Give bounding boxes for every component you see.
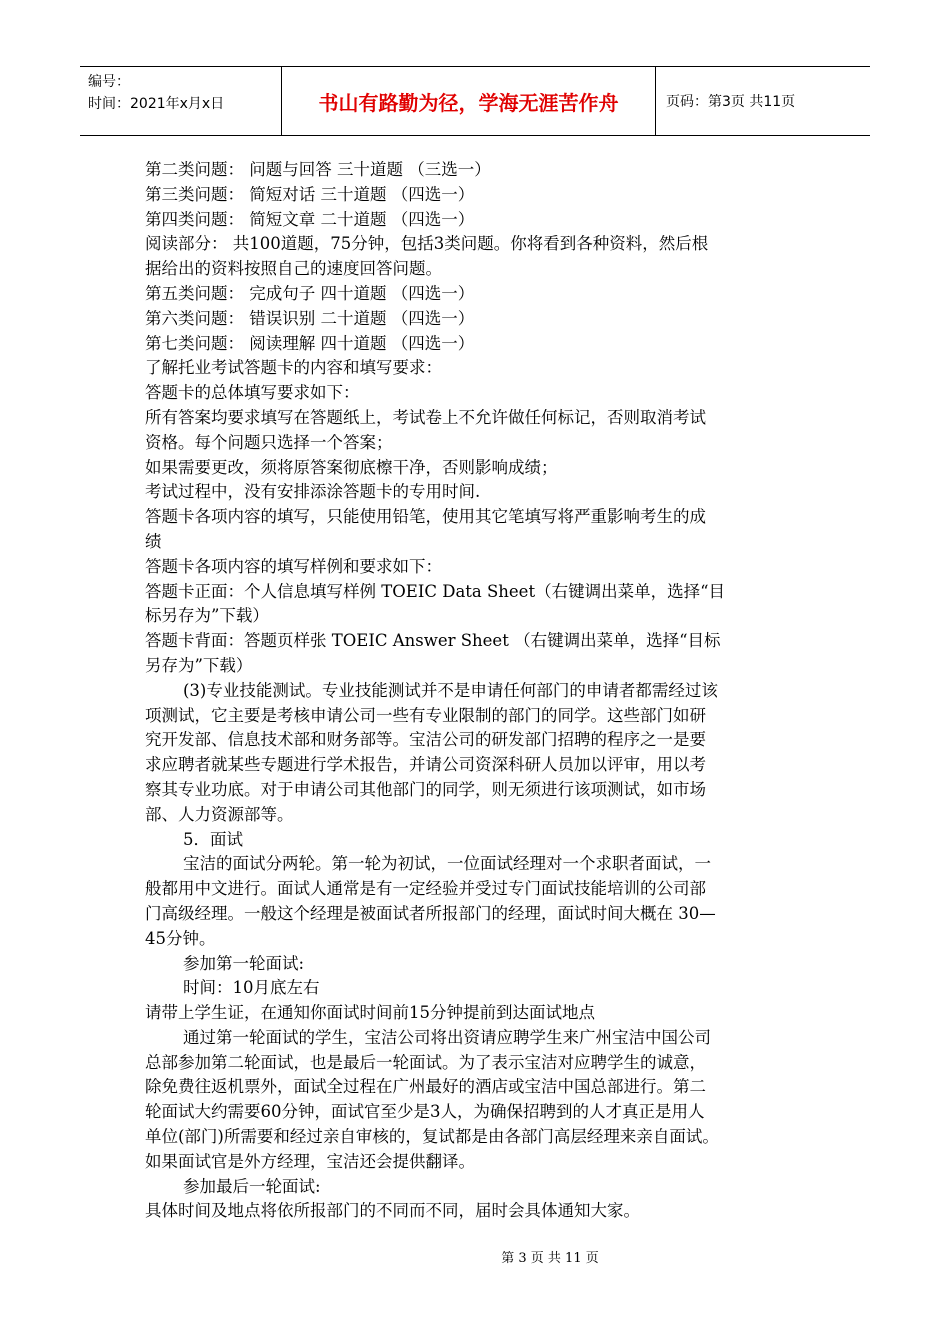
text-line: 察其专业功底。对于申请公司其他部门的同学，则无须进行该项测试，如市场	[145, 779, 706, 799]
text-line: 答题卡正面：个人信息填写样例 TOEIC Data Sheet（右键调出菜单，选择“目	[145, 581, 726, 601]
text-line: 参加第一轮面试:	[183, 953, 305, 973]
text-line: 宝洁的面试分两轮。第一轮为初试，一位面试经理对一个求职者面试，一	[183, 854, 711, 874]
header-motto: 书山有路勤为径，学海无涯苦作舟	[282, 67, 656, 135]
text-line: 答题卡各项内容的填写，只能使用铅笔，使用其它笔填写将严重影响考生的成	[145, 507, 706, 527]
document-number-label: 编号：	[88, 74, 130, 90]
text-line: 请带上学生证，在通知你面试时间前15分钟提前到达面试地点	[145, 1003, 595, 1023]
text-line: 答题卡各项内容的填写样例和要求如下：	[145, 556, 442, 576]
text-line: 单位(部门)所需要和经过亲自审核的，复试都是由各部门高层经理来亲自面试。	[145, 1127, 719, 1147]
text-line: 具体时间及地点将依所报部门的不同而不同，届时会具体通知大家。	[145, 1201, 640, 1221]
text-line: 45分钟。	[145, 928, 216, 948]
text-line: 第四类问题： 简短文章 二十道题 （四选一）	[145, 209, 475, 229]
text-line: 除免费往返机票外，面试全过程在广州最好的酒店或宝洁中国总部进行。第二	[145, 1077, 706, 1097]
text-line: 答题卡的总体填写要求如下：	[145, 383, 360, 403]
text-line: 了解托业考试答题卡的内容和填写要求：	[145, 358, 442, 378]
section-heading: 5．面试	[183, 829, 243, 849]
document-date: 时间：2021年x月x日	[88, 96, 225, 112]
text-line: 资格。每个问题只选择一个答案；	[145, 432, 393, 452]
document-body	[145, 158, 810, 1224]
text-line: 参加最后一轮面试:	[183, 1176, 321, 1196]
text-line: 考试过程中，没有安排添涂答题卡的专用时间.	[145, 482, 481, 502]
text-line: 据给出的资料按照自己的速度回答问题。	[145, 259, 442, 279]
text-line: 另存为”下载）	[145, 655, 253, 675]
text-line: 项测试，它主要是考核申请公司一些有专业限制的部门的同学。这些部门如研	[145, 705, 706, 725]
text-line: 如果面试官是外方经理，宝洁还会提供翻译。	[145, 1151, 475, 1171]
text-line: 究开发部、信息技术部和财务部等。宝洁公司的研发部门招聘的程序之一是要	[145, 730, 706, 750]
text-line: 时间：10月底左右	[183, 978, 320, 998]
text-line: 通过第一轮面试的学生，宝洁公司将出资请应聘学生来广州宝洁中国公司	[183, 1027, 711, 1047]
text-line: 部、人力资源部等。	[145, 804, 294, 824]
text-line: 第五类问题： 完成句子 四十道题 （四选一）	[145, 283, 475, 303]
text-line: 所有答案均要求填写在答题纸上，考试卷上不允许做任何标记，否则取消考试	[145, 407, 706, 427]
text-line: 标另存为”下载）	[145, 606, 269, 626]
page-header	[80, 66, 870, 136]
text-line: 第二类问题： 问题与回答 三十道题 （三选一）	[145, 160, 491, 179]
text-line: 求应聘者就某些专题进行学术报告，并请公司资深科研人员加以评审，用以考	[145, 755, 706, 775]
text-line: (3)专业技能测试。专业技能测试并不是申请任何部门的申请者都需经过该	[183, 680, 718, 700]
text-line: 阅读部分： 共100道题，75分钟，包括3类问题。你将看到各种资料，然后根	[145, 234, 709, 254]
header-meta	[80, 67, 282, 135]
page-footer: 第 3 页 共 11 页	[501, 1251, 599, 1266]
text-line: 轮面试大约需要60分钟，面试官至少是3人，为确保招聘到的人才真正是用人	[145, 1102, 705, 1122]
text-line: 总部参加第二轮面试，也是最后一轮面试。为了表示宝洁对应聘学生的诚意，	[145, 1052, 706, 1072]
text-line: 般都用中文进行。面试人通常是有一定经验并受过专门面试技能培训的公司部	[145, 879, 706, 899]
text-line: 第六类问题： 错误识别 二十道题 （四选一）	[145, 308, 475, 328]
text-line: 绩	[145, 531, 162, 551]
text-line: 第三类问题： 简短对话 三十道题 （四选一）	[145, 184, 475, 204]
header-page-info: 页码：第3页 共11页	[666, 94, 796, 110]
text-line: 答题卡背面：答题页样张 TOEIC Answer Sheet （右键调出菜单，选择“目标	[145, 631, 721, 651]
text-line: 门高级经理。一般这个经理是被面试者所报部门的经理，面试时间大概在 30—	[145, 903, 716, 923]
text-line: 第七类问题： 阅读理解 四十道题 （四选一）	[145, 333, 475, 353]
text-line: 如果需要更改，须将原答案彻底檫干净，否则影响成绩；	[145, 457, 558, 477]
